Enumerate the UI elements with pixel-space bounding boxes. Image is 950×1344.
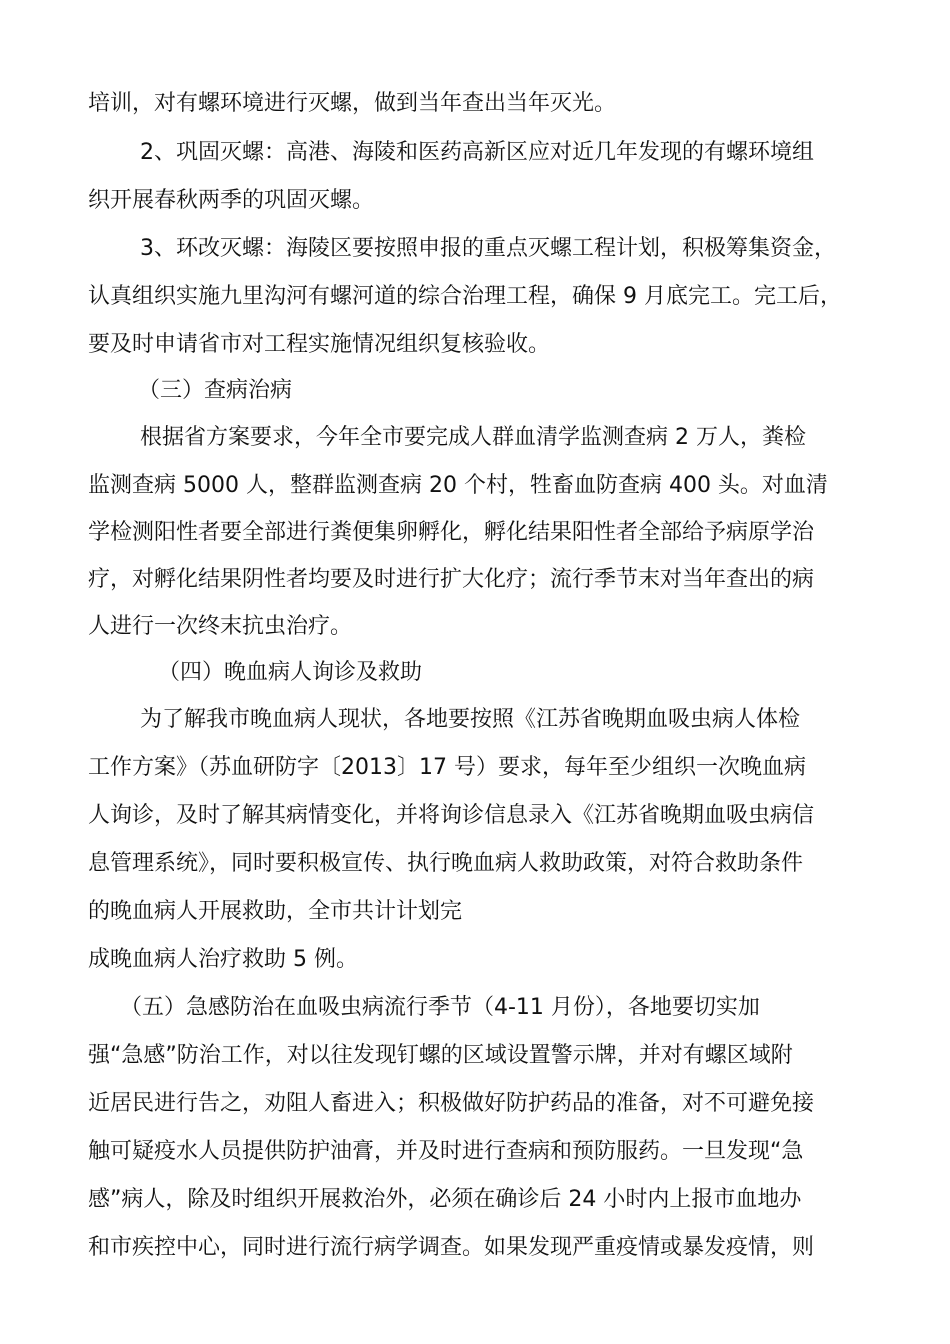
section-heading-late-stage-patients: （四）晚血病人询诊及救助 <box>158 660 423 685</box>
body-text-line: 织开展春秋两季的巩固灭螺。 <box>88 188 375 213</box>
paragraph-start: 为了解我市晚血病人现状，各地要按照《江苏省晚期血吸虫病人体检 <box>140 707 801 732</box>
section-heading-disease-screening: （三）查病治病 <box>138 378 293 403</box>
body-text-line: 强“急感”防治工作，对以往发现钉螺的区域设置警示牌，并对有螺区域附 <box>88 1043 793 1068</box>
list-item-consolidate-snail-control: 2、巩固灭螺：高港、海陵和医药高新区应对近几年发现的有螺环境组 <box>140 140 814 165</box>
body-text-line: 息管理系统》，同时要积极宣传、执行晚血病人救助政策，对符合救助条件 <box>88 851 804 876</box>
body-text-line: 要及时申请省市对工程实施情况组织复核验收。 <box>88 332 551 357</box>
body-text-line: 感”病人，除及时组织开展救治外，必须在确诊后 24 小时内上报市血地办 <box>88 1187 802 1212</box>
body-text-line: 监测查病 5000 人，整群监测查病 20 个村，牲畜血防查病 400 头。对血清 <box>88 473 828 498</box>
body-text-line: 学检测阳性者要全部进行粪便集卵孵化，孵化结果阳性者全部给予病原学治 <box>88 520 815 545</box>
paragraph-start: 根据省方案要求，今年全市要完成人群血清学监测查病 2 万人，粪检 <box>140 425 806 450</box>
body-text-line: 成晚血病人治疗救助 5 例。 <box>88 947 358 972</box>
body-text-line: 人询诊，及时了解其病情变化，并将询诊信息录入《江苏省晚期血吸虫病信 <box>88 803 815 828</box>
body-text-line: 人进行一次终末抗虫治疗。 <box>88 614 353 639</box>
body-text-line: 的晚血病人开展救助，全市共计计划完 <box>88 899 463 924</box>
body-text-line: 和市疾控中心，同时进行流行病学调查。如果发现严重疫情或暴发疫情，则 <box>88 1235 815 1260</box>
body-text-line: 触可疑疫水人员提供防护油膏，并及时进行查病和预防服药。一旦发现“急 <box>88 1139 804 1164</box>
body-text-line: 疗，对孵化结果阴性者均要及时进行扩大化疗；流行季节末对当年查出的病 <box>88 567 815 592</box>
body-text-line: 近居民进行告之，劝阻人畜进入；积极做好防护药品的准备，对不可避免接 <box>88 1091 815 1116</box>
list-item-environment-snail-control: 3、环改灭螺：海陵区要按照申报的重点灭螺工程计划，积极筹集资金， <box>140 236 836 261</box>
body-text-line: 工作方案》（苏血研防字〔2013〕17 号）要求，每年至少组织一次晚血病 <box>88 755 806 780</box>
section-heading-acute-infection: （五）急感防治在血吸虫病流行季节（4-11 月份），各地要切实加 <box>120 995 760 1020</box>
body-text-line: 培训，对有螺环境进行灭螺，做到当年查出当年灭光。 <box>88 91 617 116</box>
body-text-line: 认真组织实施九里沟河有螺河道的综合治理工程，确保 9 月底完工。完工后， <box>88 284 842 309</box>
